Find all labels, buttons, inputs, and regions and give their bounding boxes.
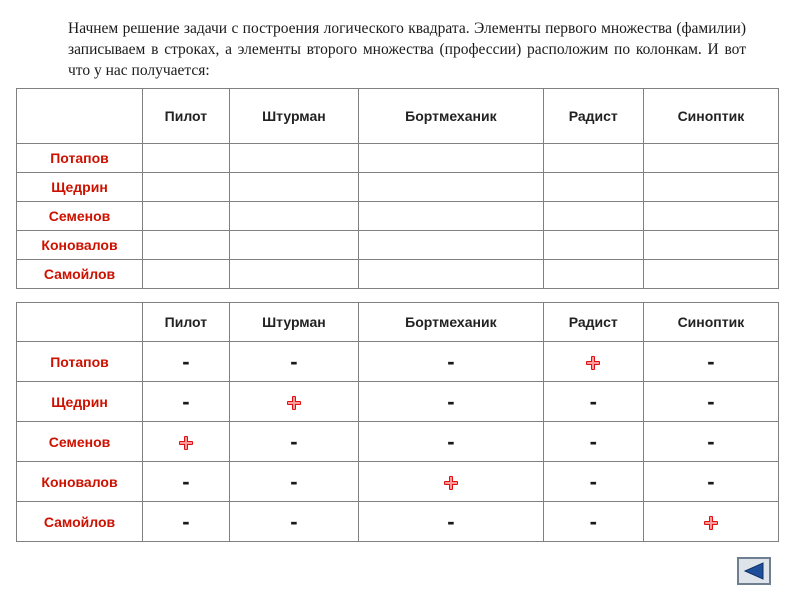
plus-mark-cell [229, 382, 358, 422]
empty-cell [359, 202, 544, 231]
empty-cell [143, 202, 230, 231]
empty-logic-table [16, 88, 779, 289]
empty-cell [229, 202, 358, 231]
column-header: Штурман [229, 303, 358, 342]
column-header: Бортмеханик [359, 303, 544, 342]
empty-cell [229, 173, 358, 202]
plus-mark-cell [643, 502, 778, 542]
empty-cell [359, 260, 544, 289]
empty-cell [359, 231, 544, 260]
minus-mark: - [589, 508, 597, 534]
empty-cell [543, 144, 643, 173]
empty-cell [643, 144, 778, 173]
minus-mark: - [589, 388, 597, 414]
empty-cell [359, 173, 544, 202]
minus-mark: - [182, 468, 190, 494]
minus-mark: - [290, 428, 298, 454]
minus-mark-cell [643, 382, 778, 422]
table-row [17, 173, 779, 202]
plus-icon [287, 396, 301, 410]
table-row [17, 342, 779, 382]
empty-cell [359, 144, 544, 173]
minus-mark-cell [543, 462, 643, 502]
plus-icon [586, 356, 600, 370]
minus-mark: - [290, 348, 298, 374]
empty-cell [143, 260, 230, 289]
table-row [17, 202, 779, 231]
empty-cell [229, 144, 358, 173]
row-header: Самойлов [17, 260, 143, 289]
plus-icon [444, 476, 458, 490]
minus-mark-cell [359, 342, 544, 382]
intro-paragraph: Начнем решение задачи с построения логического квадрата. Элементы первого множества (фамилии) записываем в строках, а элементы второго множества (профессии) расположим по колонкам. И вот что у нас получается: [68, 20, 746, 79]
minus-mark: - [589, 468, 597, 494]
minus-mark-cell [543, 422, 643, 462]
minus-mark-cell [143, 382, 230, 422]
empty-cell [229, 260, 358, 289]
row-header: Щедрин [17, 382, 143, 422]
minus-mark-cell [359, 502, 544, 542]
minus-mark: - [707, 388, 715, 414]
minus-mark-cell [229, 502, 358, 542]
plus-mark-cell [143, 422, 230, 462]
minus-mark-cell [359, 422, 544, 462]
corner-cell [17, 303, 143, 342]
column-header: Пилот [143, 303, 230, 342]
minus-mark: - [447, 428, 455, 454]
empty-cell [543, 173, 643, 202]
minus-mark: - [707, 468, 715, 494]
minus-mark-cell [143, 342, 230, 382]
empty-cell [143, 144, 230, 173]
empty-cell [543, 202, 643, 231]
table-row [17, 260, 779, 289]
plus-icon [704, 516, 718, 530]
header-row [17, 303, 779, 342]
minus-mark: - [182, 348, 190, 374]
minus-mark-cell [543, 382, 643, 422]
minus-mark-cell [143, 462, 230, 502]
column-header: Штурман [229, 89, 358, 144]
empty-cell [543, 260, 643, 289]
table-row [17, 422, 779, 462]
minus-mark-cell [359, 382, 544, 422]
minus-mark: - [290, 468, 298, 494]
table-row [17, 144, 779, 173]
column-header: Пилот [143, 89, 230, 144]
table-row [17, 462, 779, 502]
minus-mark-cell [643, 342, 778, 382]
minus-mark-cell [643, 422, 778, 462]
minus-mark-cell [229, 462, 358, 502]
corner-cell [17, 89, 143, 144]
empty-cell [143, 173, 230, 202]
triangle-left-icon [743, 562, 765, 580]
minus-mark: - [447, 388, 455, 414]
empty-cell [643, 231, 778, 260]
row-header: Коновалов [17, 231, 143, 260]
table-row [17, 382, 779, 422]
column-header: Радист [543, 89, 643, 144]
minus-mark: - [182, 388, 190, 414]
row-header: Потапов [17, 342, 143, 382]
row-header: Самойлов [17, 502, 143, 542]
minus-mark: - [447, 348, 455, 374]
minus-mark: - [290, 508, 298, 534]
minus-mark: - [707, 348, 715, 374]
back-button[interactable] [737, 557, 771, 585]
minus-mark-cell [229, 342, 358, 382]
empty-cell [643, 202, 778, 231]
minus-mark: - [182, 508, 190, 534]
empty-cell [543, 231, 643, 260]
minus-mark-cell [143, 502, 230, 542]
minus-mark: - [589, 428, 597, 454]
row-header: Коновалов [17, 462, 143, 502]
empty-cell [229, 231, 358, 260]
empty-cell [643, 173, 778, 202]
minus-mark-cell [643, 462, 778, 502]
row-header: Семенов [17, 422, 143, 462]
minus-mark: - [707, 428, 715, 454]
minus-mark-cell [543, 502, 643, 542]
column-header: Бортмеханик [359, 89, 544, 144]
table-row [17, 502, 779, 542]
empty-cell [143, 231, 230, 260]
filled-logic-table [16, 302, 779, 542]
column-header: Радист [543, 303, 643, 342]
row-header: Потапов [17, 144, 143, 173]
plus-mark-cell [359, 462, 544, 502]
minus-mark-cell [229, 422, 358, 462]
header-row [17, 89, 779, 144]
column-header: Синоптик [643, 303, 778, 342]
column-header: Синоптик [643, 89, 778, 144]
minus-mark: - [447, 508, 455, 534]
plus-mark-cell [543, 342, 643, 382]
plus-icon [179, 436, 193, 450]
row-header: Щедрин [17, 173, 143, 202]
table-row [17, 231, 779, 260]
empty-cell [643, 260, 778, 289]
row-header: Семенов [17, 202, 143, 231]
